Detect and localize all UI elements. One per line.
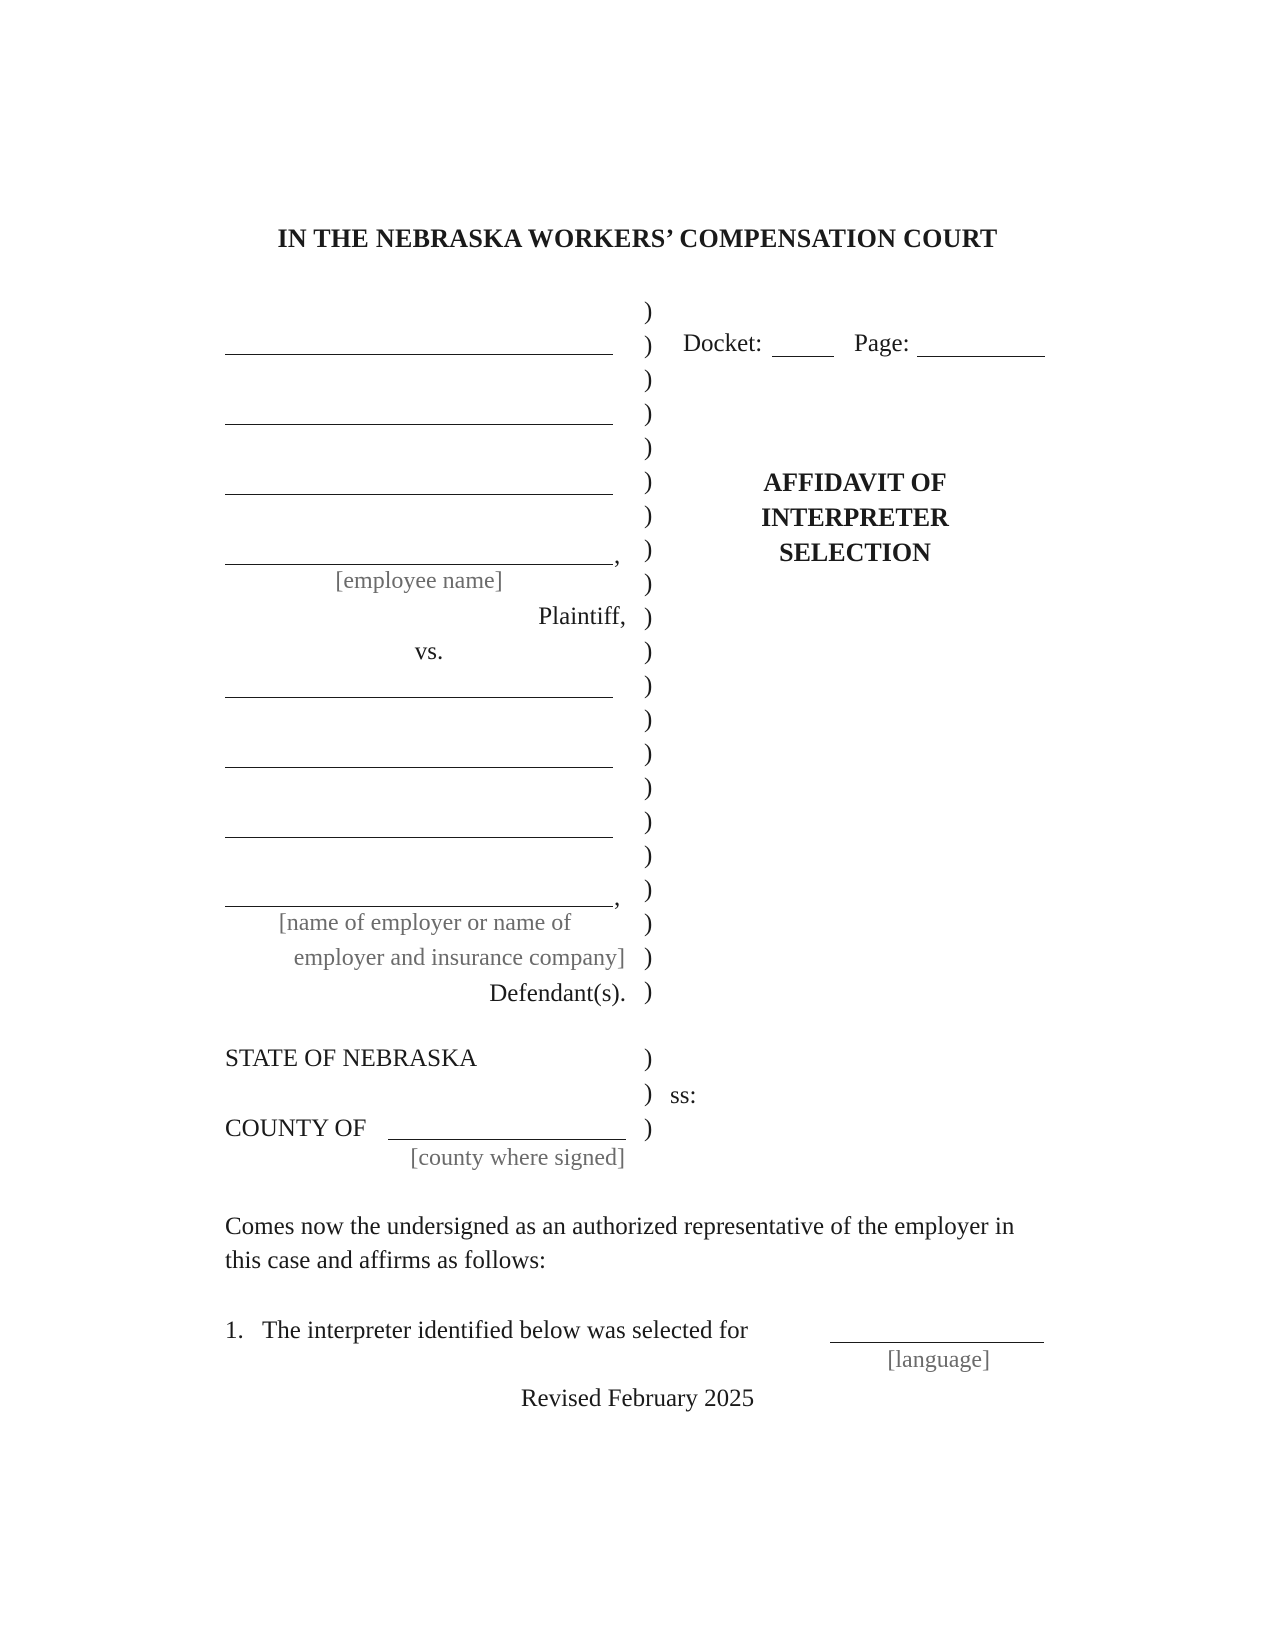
- caption-paren: ): [644, 638, 653, 665]
- plaintiff-blank-1[interactable]: [225, 354, 613, 355]
- page-blank[interactable]: [917, 356, 1045, 357]
- caption-paren: ): [644, 944, 653, 971]
- caption-paren: ): [644, 298, 653, 325]
- caption-paren: ): [644, 978, 653, 1005]
- venue-paren: ): [644, 1080, 653, 1107]
- caption-paren: ): [644, 706, 653, 733]
- ss-label: ss:: [670, 1082, 697, 1109]
- document-title-line3: SELECTION: [779, 538, 931, 567]
- employer-hint-line2: employer and insurance company]: [293, 945, 625, 971]
- page-label: Page:: [854, 330, 910, 357]
- item1-text: The interpreter identified below was selected for: [262, 1317, 748, 1344]
- venue-paren: ): [644, 1115, 653, 1142]
- revised-footer: Revised February 2025: [520, 1385, 755, 1412]
- caption-paren: ): [644, 366, 653, 393]
- plaintiff-label: Plaintiff,: [538, 603, 626, 630]
- employer-hint-line1: [name of employer or name of: [278, 910, 572, 936]
- caption-paren: ): [644, 910, 653, 937]
- document-title: [715, 465, 995, 570]
- language-blank[interactable]: [830, 1342, 1044, 1343]
- caption-paren: ): [644, 876, 653, 903]
- caption-paren: ): [644, 536, 653, 563]
- caption-paren: ): [644, 808, 653, 835]
- defendant-comma: ,: [614, 884, 621, 911]
- caption-paren: ): [644, 774, 653, 801]
- venue-paren: ): [644, 1045, 653, 1072]
- caption-paren: ): [644, 332, 653, 359]
- defendant-blank-1[interactable]: [225, 697, 613, 698]
- language-hint: [language]: [887, 1347, 990, 1373]
- caption-paren: ): [644, 434, 653, 461]
- document-title-line1: AFFIDAVIT OF: [763, 468, 947, 497]
- defendant-blank-2[interactable]: [225, 767, 613, 768]
- caption-paren: ): [644, 468, 653, 495]
- caption-paren: ): [644, 672, 653, 699]
- caption-paren: ): [644, 400, 653, 427]
- caption-paren: ): [644, 502, 653, 529]
- docket-label: Docket:: [683, 330, 763, 357]
- county-blank[interactable]: [388, 1139, 626, 1140]
- docket-blank[interactable]: [772, 356, 834, 357]
- court-title: IN THE NEBRASKA WORKERS’ COMPENSATION COURT: [277, 224, 998, 253]
- caption-paren: ): [644, 570, 653, 597]
- defendant-blank-3[interactable]: [225, 837, 613, 838]
- defendant-blank-4[interactable]: [225, 906, 613, 907]
- state-label: STATE OF NEBRASKA: [225, 1045, 478, 1072]
- caption-paren: ): [644, 604, 653, 631]
- document-title-line2: INTERPRETER: [761, 503, 949, 532]
- county-label: COUNTY OF: [225, 1115, 367, 1142]
- plaintiff-blank-3[interactable]: [225, 494, 613, 495]
- county-hint: [county where signed]: [410, 1145, 625, 1171]
- plaintiff-comma: ,: [614, 542, 621, 569]
- employee-name-hint: [employee name]: [335, 568, 503, 594]
- vs-label: vs.: [414, 638, 444, 665]
- defendant-label: Defendant(s).: [489, 980, 626, 1007]
- intro-paragraph: Comes now the undersigned as an authorized representative of the employer in this case and affirms as follows:: [225, 1213, 1015, 1274]
- caption-paren: ): [644, 842, 653, 869]
- plaintiff-blank-4[interactable]: [225, 564, 613, 565]
- caption-paren: ): [644, 740, 653, 767]
- item1-number: 1.: [225, 1317, 244, 1344]
- plaintiff-blank-2[interactable]: [225, 424, 613, 425]
